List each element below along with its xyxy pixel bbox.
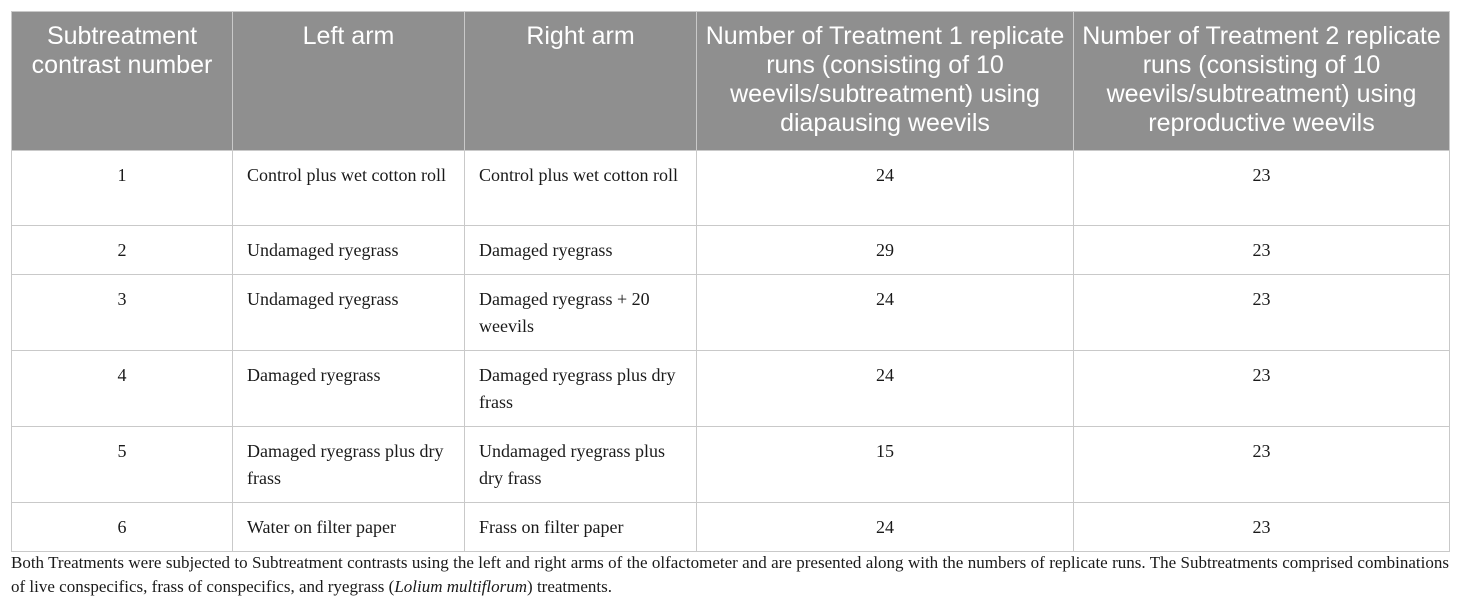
cell-right-arm: Damaged ryegrass bbox=[465, 226, 697, 275]
data-table bbox=[11, 11, 1450, 552]
header-left-arm: Left arm bbox=[233, 12, 465, 151]
cell-treatment-2: 23 bbox=[1074, 427, 1450, 503]
cell-treatment-1: 24 bbox=[697, 151, 1074, 226]
table-row bbox=[12, 427, 1450, 503]
cell-left-arm: Damaged ryegrass bbox=[233, 351, 465, 427]
table-row bbox=[12, 503, 1450, 552]
cell-treatment-1: 24 bbox=[697, 351, 1074, 427]
cell-right-arm: Control plus wet cotton roll bbox=[465, 151, 697, 226]
cell-treatment-2: 23 bbox=[1074, 275, 1450, 351]
caption-text: Both Treatments were subjected to Subtreatment contrasts using the left and right arms of the olfactometer and are presented along with the numbers of replicate runs. The Subtreatments comprised combinations of live conspecifics, frass of conspecifics, and ryegrass ( bbox=[11, 553, 1449, 596]
table-row bbox=[12, 275, 1450, 351]
table-row bbox=[12, 351, 1450, 427]
header-treatment-1: Number of Treatment 1 replicate runs (consisting of 10 weevils/subtreatment) using diapausing weevils bbox=[697, 12, 1074, 151]
cell-treatment-1: 24 bbox=[697, 275, 1074, 351]
cell-treatment-2: 23 bbox=[1074, 503, 1450, 552]
cell-number: 3 bbox=[12, 275, 233, 351]
cell-number: 1 bbox=[12, 151, 233, 226]
cell-right-arm: Undamaged ryegrass plus dry frass bbox=[465, 427, 697, 503]
cell-left-arm: Water on filter paper bbox=[233, 503, 465, 552]
cell-right-arm: Damaged ryegrass plus dry frass bbox=[465, 351, 697, 427]
cell-left-arm: Damaged ryegrass plus dry frass bbox=[233, 427, 465, 503]
caption-text-end: ) treatments. bbox=[527, 577, 612, 596]
table-row bbox=[12, 226, 1450, 275]
cell-left-arm: Undamaged ryegrass bbox=[233, 226, 465, 275]
header-treatment-2: Number of Treatment 2 replicate runs (consisting of 10 weevils/subtreatment) using reproductive weevils bbox=[1074, 12, 1450, 151]
cell-number: 5 bbox=[12, 427, 233, 503]
cell-left-arm: Undamaged ryegrass bbox=[233, 275, 465, 351]
data-table-container bbox=[11, 11, 1449, 552]
table-header-row bbox=[12, 12, 1450, 151]
cell-treatment-1: 24 bbox=[697, 503, 1074, 552]
header-subtreatment-number: Subtreatment contrast number bbox=[12, 12, 233, 151]
cell-treatment-1: 15 bbox=[697, 427, 1074, 503]
cell-right-arm: Frass on filter paper bbox=[465, 503, 697, 552]
cell-treatment-2: 23 bbox=[1074, 351, 1450, 427]
cell-number: 4 bbox=[12, 351, 233, 427]
header-right-arm: Right arm bbox=[465, 12, 697, 151]
cell-number: 2 bbox=[12, 226, 233, 275]
cell-number: 6 bbox=[12, 503, 233, 552]
table-row bbox=[12, 151, 1450, 226]
cell-treatment-1: 29 bbox=[697, 226, 1074, 275]
cell-treatment-2: 23 bbox=[1074, 151, 1450, 226]
table-caption bbox=[11, 551, 1449, 599]
cell-left-arm: Control plus wet cotton roll bbox=[233, 151, 465, 226]
cell-right-arm: Damaged ryegrass + 20 weevils bbox=[465, 275, 697, 351]
caption-species-name: Lolium multiflorum bbox=[394, 577, 528, 596]
cell-treatment-2: 23 bbox=[1074, 226, 1450, 275]
